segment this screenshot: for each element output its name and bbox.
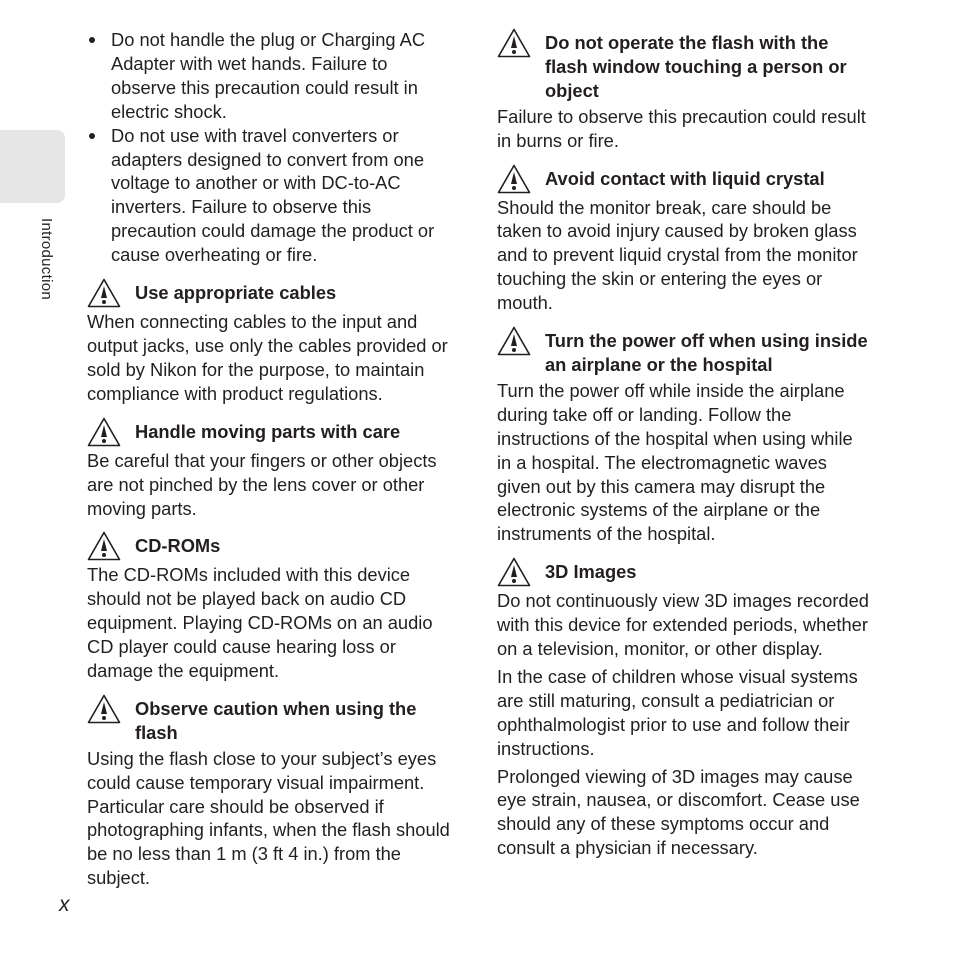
bullet-item: Do not use with travel converters or adapters designed to convert from one voltage to another or with DC-to-AC inverters. Failure to observe this precaution could damage the product or cause overheating or fire. [87, 124, 457, 267]
section-body: Using the flash close to your subject’s eyes could cause temporary visual impairment. Particular care should be observed if photographing infants, when the flash should be no less than 1 m (3 ft 4 in.) from the subject. [87, 747, 450, 889]
section-title: Use appropriate cables [135, 282, 337, 304]
bullet-list [87, 28, 457, 267]
section-body: Failure to observe this precaution could result in burns or fire. [497, 105, 866, 151]
section-body: The CD-ROMs included with this device should not be played back on audio CD equipment. Playing CD-ROMs on an audio CD player could cause hearing loss or damage the equipment. [87, 564, 433, 682]
section-heading [497, 326, 869, 377]
section-heading [87, 417, 457, 447]
section-body: Turn the power off while inside the airplane during take off or landing. Follow the instructions of the hospital when using while in a hospital. The electromagnetic waves given out by this camera may disrupt the electronic systems of the airplane or the instruments of the hospital. [497, 379, 853, 545]
bullet-item: Do not handle the plug or Charging AC Adapter with wet hands. Failure to observe this precaution could result in electric shock. [87, 28, 457, 124]
section-heading [497, 164, 869, 194]
section-title: Avoid contact with liquid crystal [545, 167, 825, 189]
section-label: Introduction [38, 218, 55, 300]
warning-section [87, 417, 457, 521]
section-heading [497, 557, 869, 587]
section-body: Prolonged viewing of 3D images may cause eye strain, nausea, or discomfort. Cease use should any of these symptoms occur and consult a physician if necessary. [497, 765, 860, 859]
warning-triangle-icon [497, 28, 531, 58]
section-title: Turn the power off when using inside an airplane or the hospital [545, 330, 868, 375]
warning-section [497, 164, 869, 316]
warning-triangle-icon [87, 531, 121, 561]
section-title: 3D Images [545, 561, 637, 583]
section-body: When connecting cables to the input and output jacks, use only the cables provided or sold by Nikon for the purpose, to maintain compliance with product regulations. [87, 311, 448, 404]
warning-section [87, 694, 457, 890]
section-body: Be careful that your fingers or other objects are not pinched by the lens cover or other moving parts. [87, 449, 437, 519]
left-column [87, 28, 457, 890]
warning-section [497, 326, 869, 546]
warning-section [497, 557, 869, 860]
section-title: Do not operate the flash with the flash window touching a person or object [545, 32, 847, 101]
section-body: In the case of children whose visual systems are still maturing, consult a pediatrician or ophthalmologist prior to use and follow their instructions. [497, 665, 858, 759]
section-heading [497, 28, 869, 103]
warning-triangle-icon [87, 417, 121, 447]
section-heading [87, 531, 457, 561]
section-heading [87, 278, 457, 308]
section-body: Should the monitor break, care should be taken to avoid injury caused by broken glass and to prevent liquid crystal from the monitor touching the skin or entering the eyes or mouth. [497, 196, 858, 314]
section-title: Handle moving parts with care [135, 420, 401, 442]
page-number: x [59, 893, 70, 916]
section-heading [87, 694, 457, 745]
warning-triangle-icon [497, 326, 531, 356]
section-tab [0, 130, 65, 203]
warning-triangle-icon [497, 164, 531, 194]
warning-section [87, 278, 457, 406]
warning-section [497, 28, 869, 153]
section-body: Do not continuously view 3D images recorded with this device for extended periods, whether on a television, monitor, or other display. [497, 590, 869, 660]
warning-section [87, 531, 457, 683]
warning-triangle-icon [87, 278, 121, 308]
warning-triangle-icon [497, 557, 531, 587]
section-title: Observe caution when using the flash [135, 697, 417, 743]
section-title: CD-ROMs [135, 535, 221, 557]
right-column [497, 28, 869, 860]
warning-triangle-icon [87, 694, 121, 724]
